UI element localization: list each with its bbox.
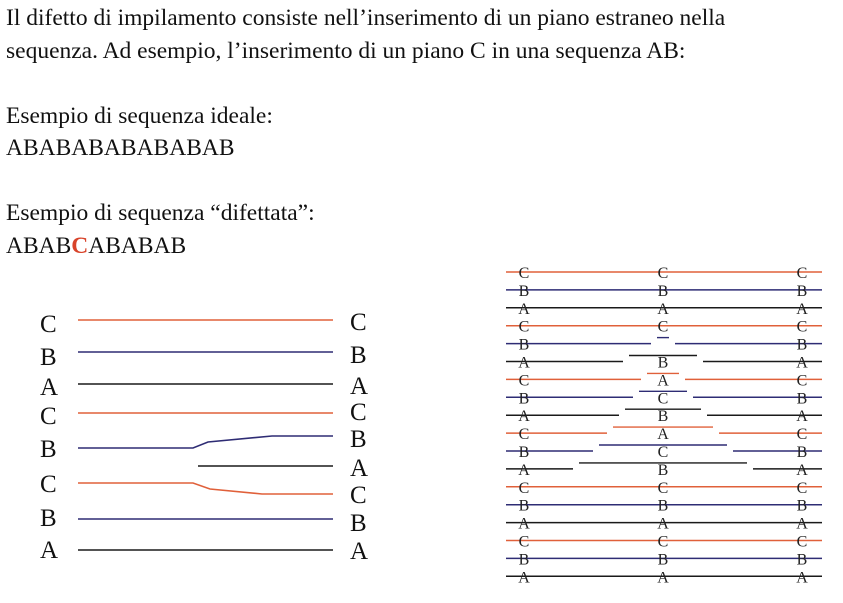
atom-column-letter: A — [657, 426, 669, 444]
atom-column-letter: A — [657, 515, 669, 533]
intro-line-1: Il difetto di impilamento consiste nell’inserimento di un piano estraneo nella — [6, 5, 726, 31]
right-plane-label: B — [350, 510, 367, 537]
atom-column-letter: C — [518, 533, 530, 551]
atom-column-letter: B — [518, 282, 530, 300]
atom-column-letter: B — [518, 336, 530, 354]
atom-column-letter: C — [657, 479, 669, 497]
right-plane-label: B — [350, 426, 367, 453]
inserted-plane-letter: C — [71, 232, 89, 259]
right-plane-label: A — [350, 538, 369, 565]
right-plane-label: C — [350, 309, 367, 336]
left-plane-label: B — [40, 344, 57, 371]
atom-column-letter: C — [796, 479, 808, 497]
atom-column-letter: A — [796, 515, 808, 533]
atom-column-letter: B — [657, 282, 669, 300]
atom-column-letter: C — [518, 265, 530, 282]
left-plane-label: A — [40, 374, 59, 401]
left-plane-label: C — [40, 471, 57, 498]
ideal-sequence: ABABABABABABAB — [6, 135, 235, 161]
left-plane-label: B — [40, 505, 57, 532]
left-plane-label: B — [40, 436, 57, 463]
atom-column-letter: C — [657, 265, 669, 282]
atom-column-letter: C — [796, 533, 808, 551]
atom-column-letter: A — [657, 372, 669, 390]
atom-column-letter: C — [518, 318, 530, 336]
left-plane-label: C — [40, 311, 57, 338]
atom-column-letter: C — [657, 444, 669, 461]
atom-column-letter: B — [518, 497, 530, 515]
atom-column-letter: B — [657, 354, 669, 372]
atom-column-letter: C — [518, 372, 530, 390]
atom-column-letter: A — [796, 408, 808, 426]
atom-column-letter: A — [518, 515, 530, 533]
atom-column-letter: B — [796, 282, 808, 300]
atom-column-letter: B — [796, 444, 808, 461]
atom-column-letter: B — [657, 461, 669, 479]
atom-column-letter: A — [796, 569, 808, 587]
ideal-heading: Esempio di sequenza ideale: — [6, 102, 273, 129]
atom-column-letter: A — [657, 569, 669, 587]
right-plane-label: C — [350, 399, 367, 426]
right-plane-label: C — [350, 482, 367, 509]
atom-column-letter: B — [657, 497, 669, 515]
right-plane-label: A — [350, 455, 369, 482]
left-plane-label: A — [40, 537, 59, 564]
atom-column-letter: C — [796, 318, 808, 336]
right-plane-label: A — [350, 373, 369, 400]
right-plane-label: B — [350, 342, 367, 369]
atom-column-letter: A — [518, 569, 530, 587]
atom-column-letter: B — [796, 336, 808, 354]
atom-column-letter: B — [657, 408, 669, 426]
atom-column-letter: C — [657, 318, 669, 336]
intro-line-2: sequenza. Ad esempio, l’inserimento di un piano C in una sequenza AB: — [6, 37, 686, 64]
atom-column-letter: A — [518, 408, 530, 426]
atom-column-letter: B — [518, 551, 530, 569]
faulty-after: ABABAB — [88, 232, 187, 259]
atom-column-letter: B — [518, 444, 530, 461]
atom-column-letter: B — [657, 551, 669, 569]
atom-column-letter: A — [657, 300, 669, 318]
atom-column-letter: C — [657, 533, 669, 551]
left-plane-label: C — [40, 403, 57, 430]
atom-column-letter: A — [796, 461, 808, 479]
faulty-before: ABAB — [6, 232, 72, 259]
atom-column-letter: C — [657, 390, 669, 408]
atom-column-letter: A — [518, 461, 530, 479]
atom-column-letter: C — [796, 426, 808, 444]
atom-column-letter: B — [796, 390, 808, 408]
faulty-heading: Esempio di sequenza “difettata”: — [6, 200, 315, 226]
atom-column-letter: A — [518, 354, 530, 372]
atom-column-letter: C — [518, 426, 530, 444]
atom-column-letter: A — [796, 300, 808, 318]
atom-column-letter: A — [796, 354, 808, 372]
atom-column-letter: B — [796, 497, 808, 515]
atom-column-letter: C — [796, 372, 808, 390]
atom-column-letter: A — [518, 300, 530, 318]
atom-column-letter: B — [518, 390, 530, 408]
atom-column-letter: B — [796, 551, 808, 569]
atom-column-letter: C — [796, 265, 808, 282]
atom-column-letter: C — [518, 479, 530, 497]
